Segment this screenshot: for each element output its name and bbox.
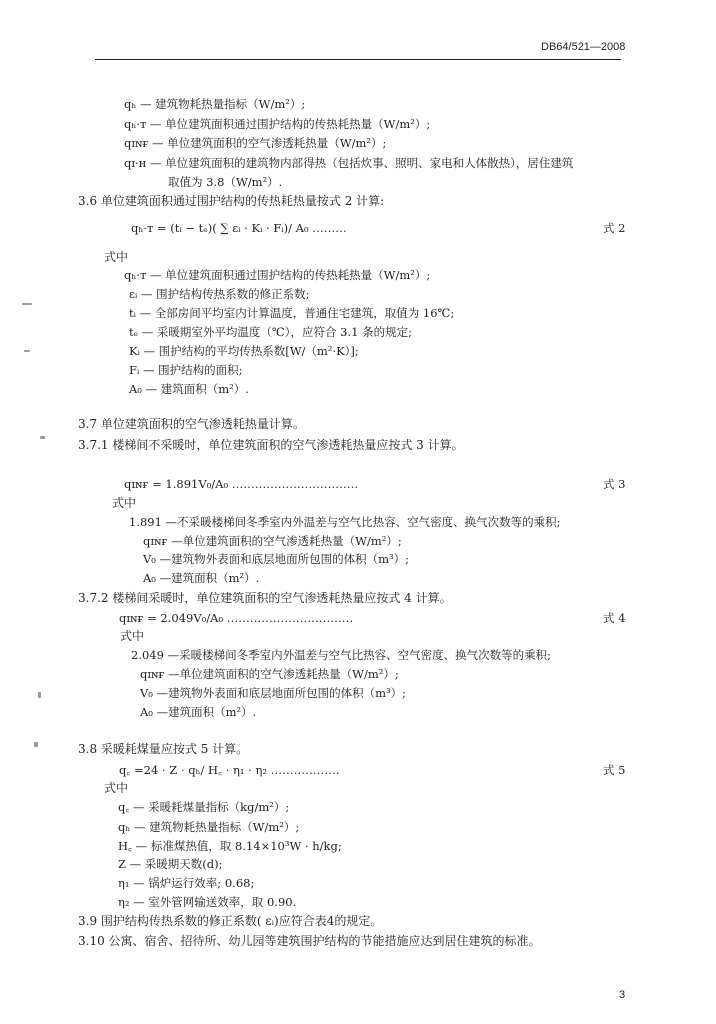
header-rule — [95, 59, 621, 60]
section-3-7: 3.7 单位建筑面积的空气渗透耗热量计算。 — [78, 417, 305, 431]
definition-line: qₕ·ᴛ — 单位建筑面积通过围护结构的传热耗热量（W/m²）; — [124, 268, 431, 282]
definition-line: η₁ — 锅炉运行效率; 0.68; — [118, 876, 255, 890]
definition-line: V₀ —建筑物外表面和底层地面所包围的体积（m³）; — [140, 686, 406, 700]
definition-line: H꜀ — 标准煤热值，取 8.14×10³W · h/kg; — [118, 839, 342, 853]
definition-line: 取值为 3.8（W/m²）. — [168, 175, 283, 189]
where-label: 式中 — [112, 496, 137, 510]
scan-speck — [34, 742, 38, 747]
formula-4-number: 式 4 — [603, 611, 626, 625]
definition-line: tᵢ — 全部房间平均室内计算温度，普通住宅建筑，取值为 16℃; — [129, 306, 455, 320]
definition-line: V₀ —建筑物外表面和底层地面所包围的体积（m³）; — [143, 552, 409, 566]
definition-line: 1.891 —不采暖楼梯间冬季室内外温差与空气比热容、空气密度、换气次数等的乘积; — [129, 515, 561, 529]
scan-speck — [24, 350, 30, 352]
definition-line: Z — 采暖期天数(d); — [118, 857, 223, 871]
scan-speck — [40, 436, 45, 439]
definition-line: Fᵢ — 围护结构的面积; — [129, 363, 243, 377]
section-3-7-1: 3.7.1 楼梯间不采暖时，单位建筑面积的空气渗透耗热量应按式 3 计算。 — [78, 438, 464, 452]
definition-line: qɪ·ʜ — 单位建筑面积的建筑物内部得热（包括炊事、照明、家电和人体散热），居住建筑 — [124, 156, 574, 170]
definition-line: qɪɴғ —单位建筑面积的空气渗透耗热量（W/m²）; — [140, 667, 399, 681]
definition-line: tₑ — 采暖期室外平均温度（℃），应符合 3.1 条的规定; — [129, 325, 412, 339]
where-label: 式中 — [104, 250, 129, 264]
formula-3-number: 式 3 — [603, 477, 626, 491]
definition-line: qɪɴғ —单位建筑面积的空气渗透耗热量（W/m²）; — [143, 534, 402, 548]
section-3-6: 3.6 单位建筑面积通过围护结构的传热耗热量按式 2 计算: — [78, 194, 385, 208]
scan-speck — [22, 303, 32, 305]
where-label: 式中 — [104, 781, 129, 795]
formula-2: qₕ·ᴛ = (tᵢ − tₑ)( ∑ εᵢ · Kᵢ · Fᵢ)/ A₀ ……… — [131, 221, 347, 235]
section-3-10: 3.10 公寓、宿舍、招待所、幼儿园等建筑围护结构的节能措施应达到居住建筑的标准。 — [78, 934, 541, 948]
definition-line: qₕ — 建筑物耗热量指标（W/m²）; — [118, 820, 300, 834]
formula-2-number: 式 2 — [603, 221, 626, 235]
definition-line: 2.049 —采暖楼梯间冬季室内外温差与空气比热容、空气密度、换气次数等的乘积; — [131, 648, 551, 662]
definition-line: A₀ —建筑面积（m²）. — [140, 705, 257, 719]
scan-speck — [38, 692, 41, 698]
definition-line: η₂ — 室外管网输送效率，取 0.90. — [118, 895, 297, 909]
definition-line: A₀ —建筑面积（m²）. — [143, 571, 260, 585]
definition-line: qₕ — 建筑物耗热量指标（W/m²）; — [124, 97, 306, 111]
section-3-7-2: 3.7.2 楼梯间采暖时，单位建筑面积的空气渗透耗热量应按式 4 计算。 — [78, 591, 452, 605]
section-3-9: 3.9 围护结构传热系数的修正系数( εᵢ)应符合表4的规定。 — [78, 914, 383, 928]
section-3-8: 3.8 采暖耗煤量应按式 5 计算。 — [78, 742, 249, 756]
definition-line: qₕ·ᴛ — 单位建筑面积通过围护结构的传热耗热量（W/m²）; — [124, 117, 431, 131]
where-label: 式中 — [120, 629, 145, 643]
formula-3: qɪɴғ = 1.891V₀/A₀ …………………………… — [124, 477, 359, 491]
definition-line: q꜀ — 采暖耗煤量指标（kg/m²）; — [118, 800, 290, 814]
page-number: 3 — [619, 989, 626, 1001]
definition-line: Kᵢ — 围护结构的平均传热系数[W/（m²·K）]; — [129, 344, 359, 358]
formula-5: q꜀ =24 · Z · qₕ/ H꜀ · η₁ · η₂ ……………… — [119, 763, 340, 777]
formula-4: qɪɴғ = 2.049V₀/A₀ …………………………… — [119, 611, 354, 625]
definition-line: qɪɴғ — 单位建筑面积的空气渗透耗热量（W/m²）; — [124, 136, 387, 150]
page-header-code: DB64/521—2008 — [541, 41, 626, 53]
definition-line: εᵢ — 围护结构传热系数的修正系数; — [129, 287, 310, 301]
formula-5-number: 式 5 — [603, 763, 626, 777]
definition-line: A₀ — 建筑面积（m²）. — [129, 382, 249, 396]
